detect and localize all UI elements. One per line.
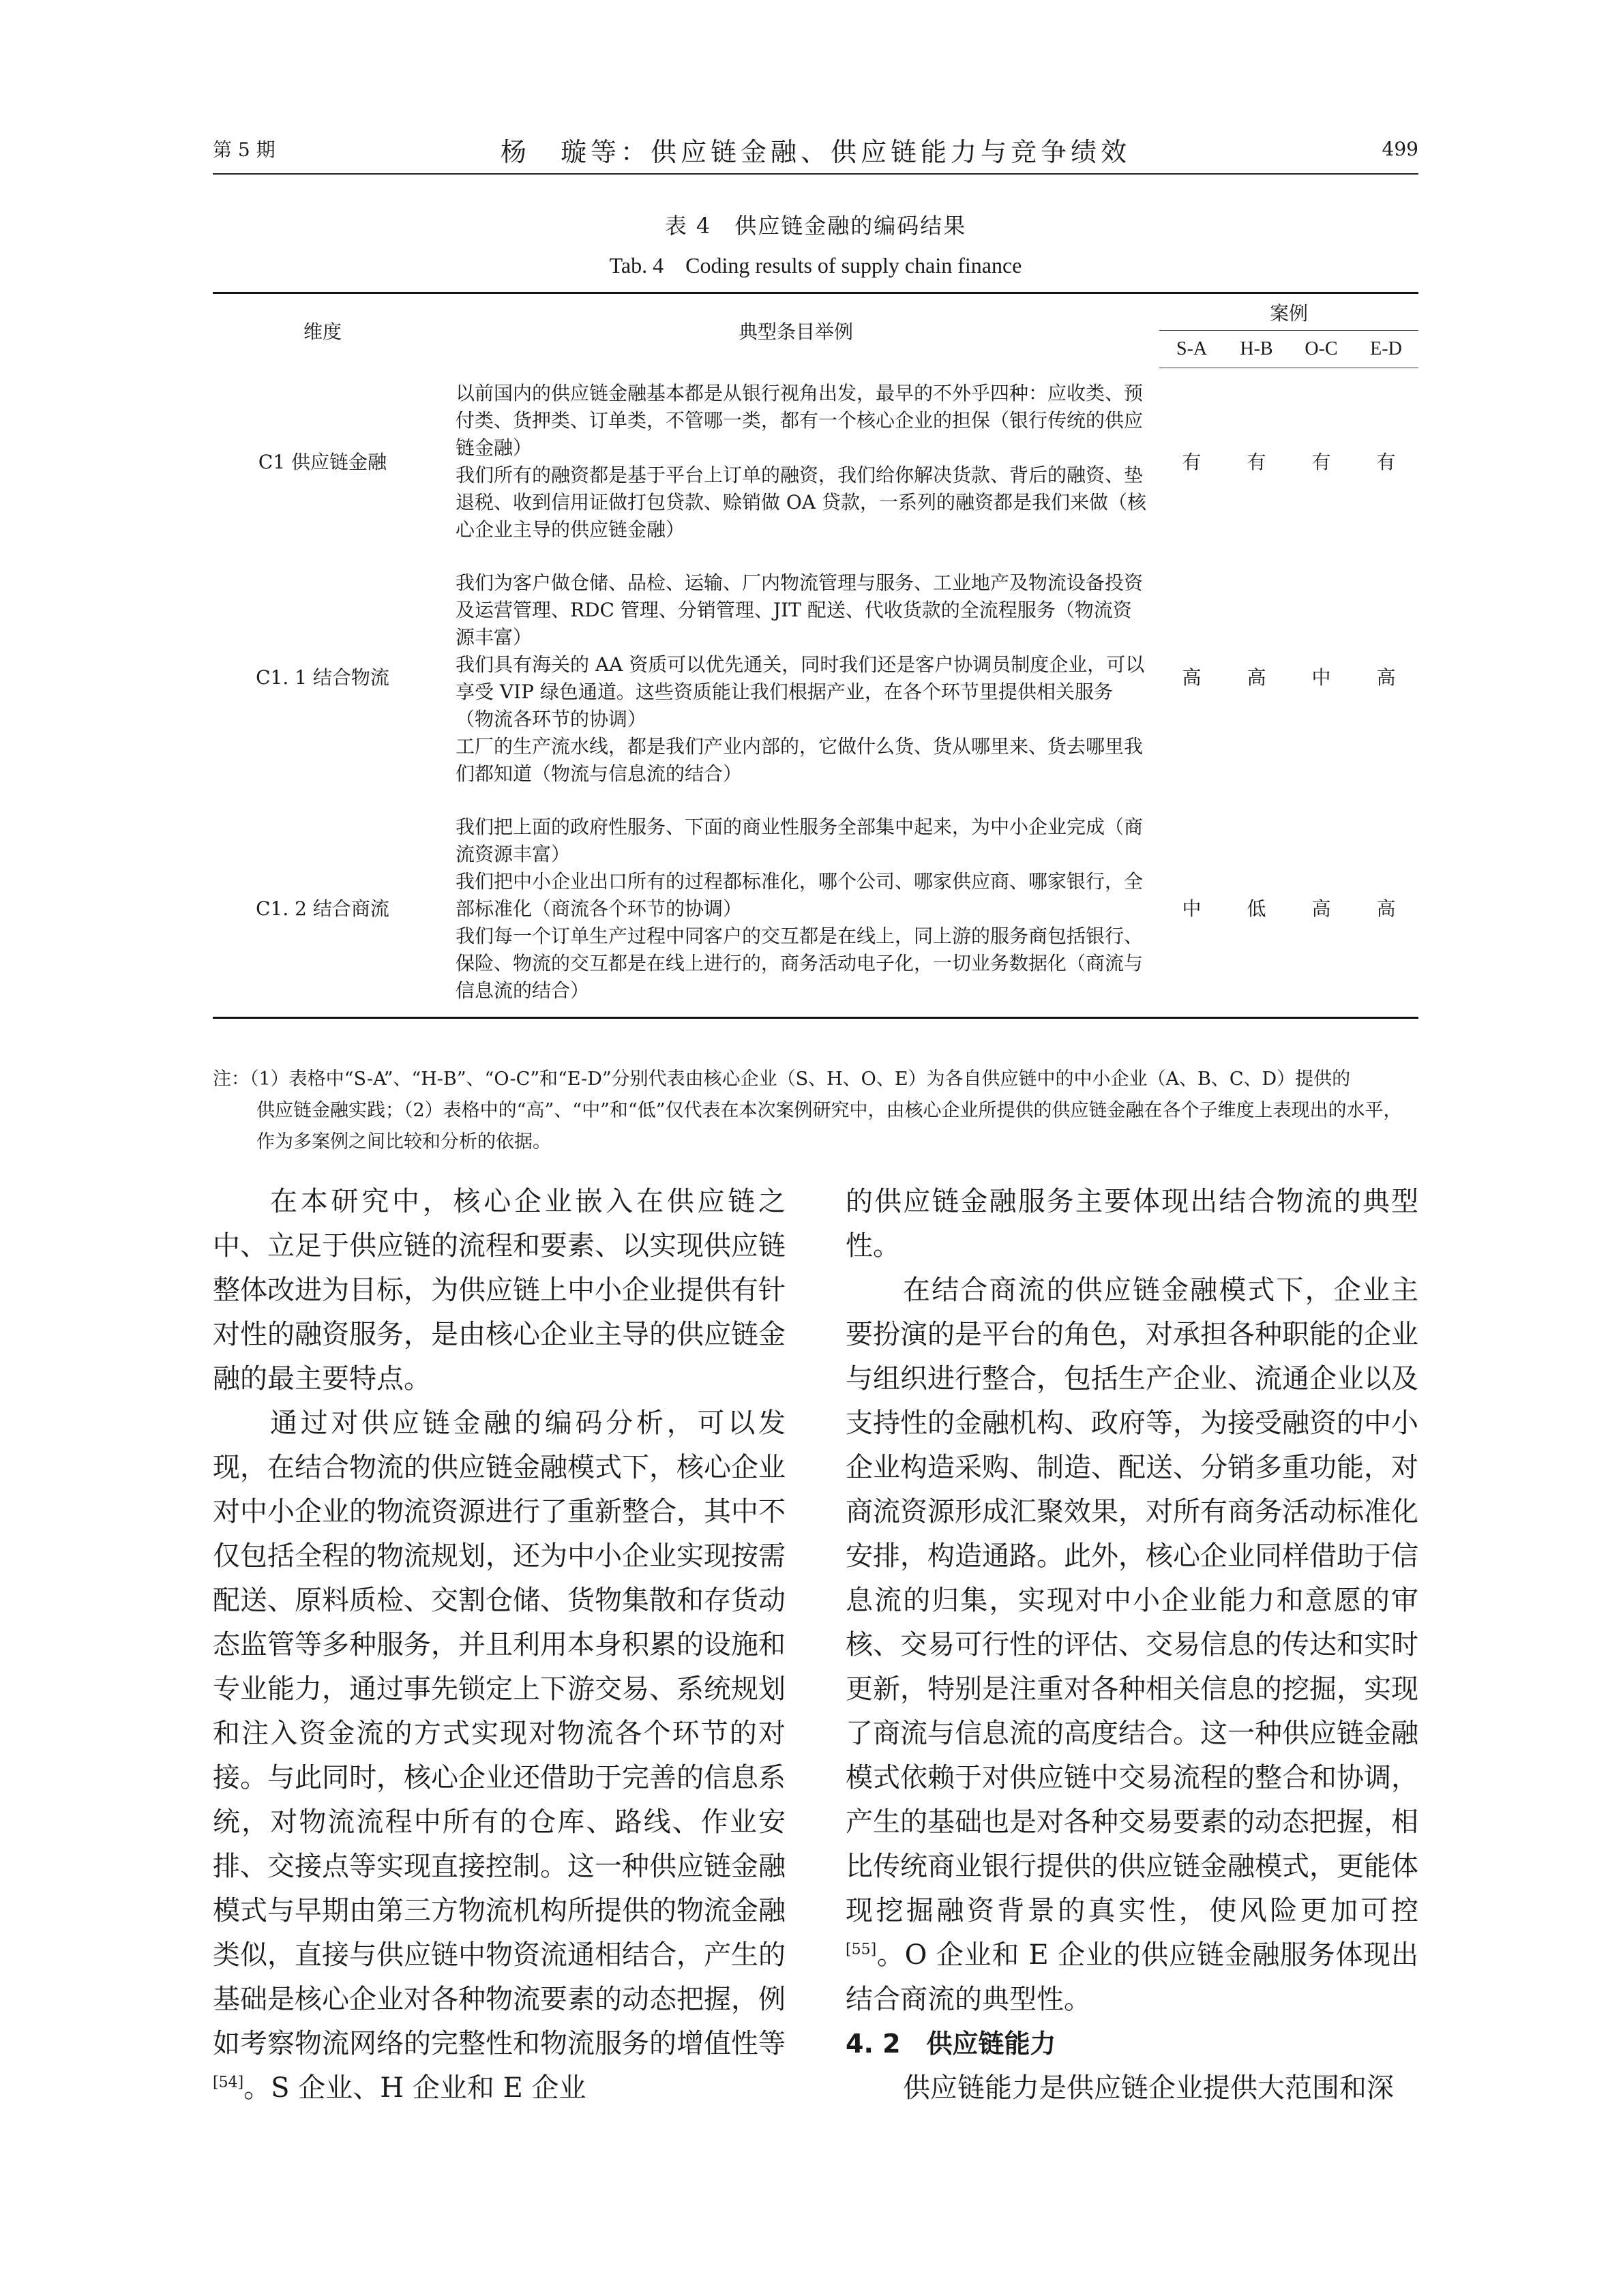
paragraph [846,1268,1418,2022]
example-text: 我们把上面的政府性服务、下面的商业性服务全部集中起来，为中小企业完成（商流资源丰富） [456,816,1144,865]
case-value: 有 [1311,451,1331,474]
page-number: 499 [1382,138,1418,160]
paragraph: 在本研究中，核心企业嵌入在供应链之中、立足于供应链的流程和要素、以实现供应链整体改进为目标，为供应链上中小企业提供有针对性的融资服务，是由核心企业主导的供应链金融的最主要特点。 [213,1186,786,1395]
issue-number: 第 5 期 [213,138,276,161]
row-examples [432,799,1159,1018]
row-dimension: C1. 1 结合物流 [256,666,389,689]
case-value: 有 [1376,451,1396,474]
row-examples [432,368,1159,554]
running-header [213,131,1418,175]
example-text: 我们把中小企业出口所有的过程都标准化，哪个公司、哪家供应商、哪家银行，全部标准化（商流各个环节的协调） [456,870,1144,920]
table-caption-cn: 表 4 供应链金融的编码结果 [664,213,967,239]
case-value: 有 [1182,451,1202,474]
row-dimension: C1. 2 结合商流 [213,799,432,1018]
citation: [54] [213,2074,244,2091]
case-header: S-A [1159,331,1224,368]
example-text: 我们为客户做仓储、品检、运输、厂内物流管理与服务、工业地产及物流设备投资及运营管理、RDC 管理、分销管理、JIT 配送、代收货款的全流程服务（物流资源丰富） [456,571,1144,648]
citation: [55] [846,1941,877,1958]
paragraph [213,1401,786,2111]
header-dimension: 维度 [213,293,432,368]
paragraph-text: 在结合商流的供应链金融模式下，企业主要扮演的是平台的角色，对承担各种职能的企业与组织进行整合，包括生产企业、流通企业以及支持性的金融机构、政府等，为接受融资的中小企业构造采购、制造、配送、分销多重功能，对商流资源形成汇聚效果，对所有商务活动标准化安排，构造通路。此外，核心企业同样借助于信息流的归集，实现对中小企业能力和意愿的审核、交易可行性的评估、交易信息的传达和实时更新，特别是注重对各种相关信息的挖掘，实现了商流与信息流的高度结合。这一种供应链金融模式依赖于对供应链中交易流程的整合和协调，产生的基础也是对各种交易要素的动态把握，相比传统商业银行提供的供应链金融模式，更能体现挖掘融资背景的真实性，使风险更加可控 [846,1274,1418,1926]
example-text: 工厂的生产流水线，都是我们产业内部的，它做什么货、货从哪里来、货去哪里我们都知道（物流与信息流的结合） [456,735,1144,785]
paragraph-text: 通过对供应链金融的编码分析，可以发现，在结合物流的供应链金融模式下，核心企业对中小企业的物流资源进行了重新整合，其中不仅包括全程的物流规划，还为中小企业实现按需配送、原料质检、交割仓储、货物集散和存货动态监管等多种服务，并且利用本身积累的设施和专业能力，通过事先锁定上下游交易、系统规划和注入资金流的方式实现对物流各个环节的对接。与此同时，核心企业还借助于完善的信息系统，对物流流程中所有的仓库、路线、作业安排、交接点等实现直接控制。这一种供应链金融模式与早期由第三方物流机构所提供的物流金融类似，直接与供应链中物资流通相结合，产生的基础是核心企业对各种物流要素的动态把握，例如考察物流网络的完整性和物流服务的增值性等 [213,1407,786,2059]
table-row [213,368,1418,554]
paragraph-text: 。O 企业和 E 企业的供应链金融服务体现出结合商流的典型性。 [846,1939,1418,2015]
case-value: 高 [1182,666,1202,689]
note-line: 注：（1）表格中“S-A”、“H-B”、“O-C”和“E-D”分别代表由核心企业（S、H、O、E）为各自供应链中的中小企业（A、B、C、D）提供的 [213,1069,1351,1090]
example-text: 以前国内的供应链金融基本都是从银行视角出发，最早的不外乎四种：应收类、预付类、货押类、订单类，不管哪一类，都有一个核心企业的担保（银行传统的供应链金融） [456,382,1144,459]
case-value: 中 [1159,799,1224,1018]
example-text: 我们所有的融资都是基于平台上订单的融资，我们给你解决货款、背后的融资、垫退税、收到信用证做打包贷款、赊销做 OA 贷款，一系列的融资都是我们来做（核心企业主导的供应链金融） [456,464,1146,541]
table-row [213,554,1418,799]
example-text: 我们具有海关的 AA 资质可以优先通关，同时我们还是客户协调员制度企业，可以享受 VIP 绿色通道。这些资质能让我们根据产业，在各个环节里提供相关服务（物流各环节的协调） [456,653,1145,730]
section-heading: 4. 2 供应链能力 [846,2029,1056,2059]
case-header: O-C [1289,331,1354,368]
left-column [213,1180,786,2111]
paragraph: 供应链能力是供应链企业提供大范围和深 [903,2072,1394,2104]
case-header: E-D [1354,331,1418,368]
case-value: 低 [1224,799,1289,1018]
right-column [846,1180,1418,2111]
note-continuation: 供应链金融实践；（2）表格中的“高”、“中”和“低”仅代表在本次案例研究中，由核心企业所提供的供应链金融在各个子维度上表现出的水平，作为多案例之间比较和分析的依据。 [256,1100,1402,1152]
table-note [213,1064,1418,1158]
running-title: 杨 璇等：供应链金融、供应链能力与竞争绩效 [500,137,1131,167]
case-value: 中 [1311,666,1331,689]
case-value: 高 [1289,799,1354,1018]
paragraph-text: 。S 企业、H 企业和 E 企业 [243,2072,586,2104]
table-row [213,799,1418,1018]
header-cases: 案例 [1159,293,1418,331]
row-dimension: C1 供应链金融 [258,451,387,473]
example-text: 我们每一个订单生产过程中同客户的交互都是在线上，同上游的服务商包括银行、保险、物流的交互都是在线上进行的，商务活动电子化，一切业务数据化（商流与信息流的结合） [456,925,1144,1002]
row-examples [432,554,1159,799]
case-value: 高 [1354,799,1418,1018]
table-caption-en: Tab. 4 Coding results of supply chain finance [609,253,1022,278]
case-value: 高 [1247,666,1266,689]
case-header: H-B [1224,331,1289,368]
header-examples: 典型条目举例 [432,293,1159,368]
case-value: 有 [1247,451,1266,474]
paragraph: 的供应链金融服务主要体现出结合物流的典型性。 [846,1186,1418,1262]
coding-table [213,292,1418,1019]
case-value: 高 [1376,666,1396,689]
